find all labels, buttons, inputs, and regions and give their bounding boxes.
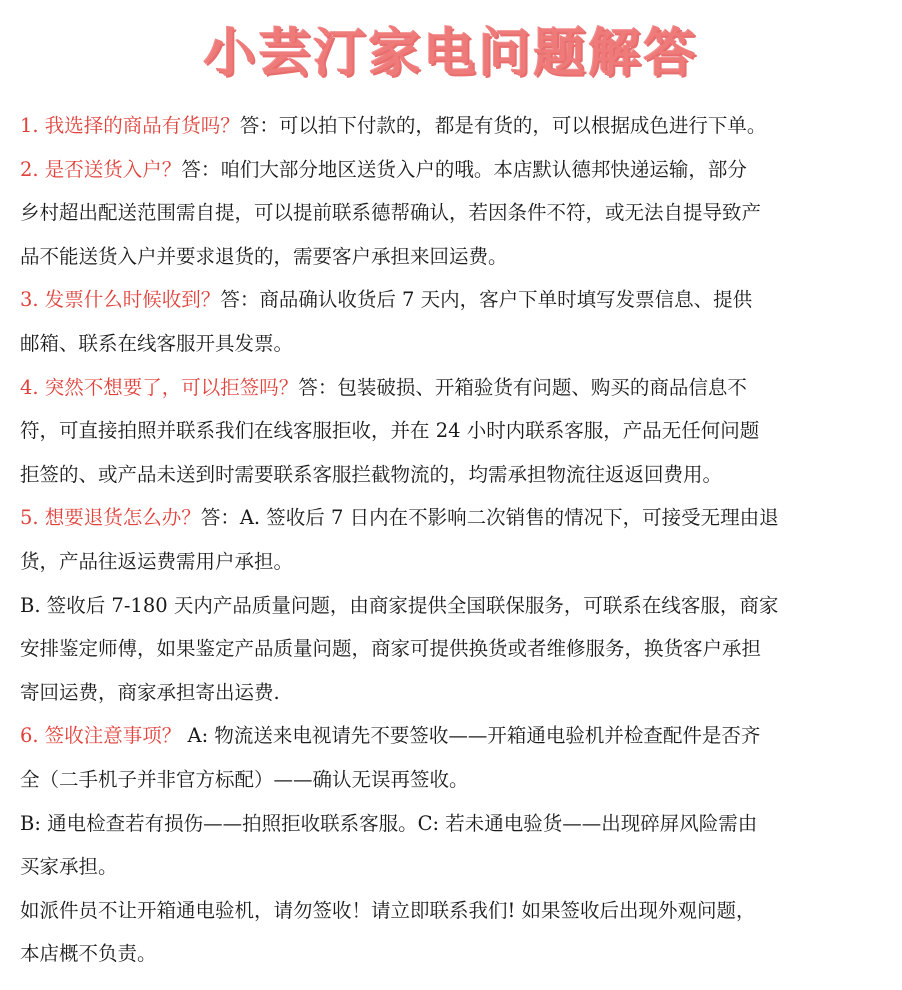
text-line: 安排鉴定师傅，如果鉴定产品质量问题，商家可提供换货或者维修服务，换货客户承担 xyxy=(20,637,762,661)
text-line: B. 签收后 7-180 天内产品质量问题，由商家提供全国联保服务，可联系在线客服，商家 xyxy=(20,593,779,617)
answer-text: 答：包装破损、开箱验货有问题、购买的商品信息不 xyxy=(298,375,747,399)
text-line: 本店概不负责。 xyxy=(20,942,157,966)
answer-text: 答：A. 签收后 7 日内在不影响二次销售的情况下，可接受无理由退 xyxy=(200,506,779,530)
question-label: 1. 我选择的商品有货吗？ xyxy=(20,114,240,137)
answer-text: 答：商品确认收货后 7 天内，客户下单时填写发票信息、提供 xyxy=(220,288,753,312)
faq-item-1 xyxy=(20,104,882,148)
text-line: 如派件员不让开箱通电验机，请勿签收！请立即联系我们! 如果签收后出现外观问题， xyxy=(20,898,756,922)
answer-text: 答：咱们大部分地区送货入户的哦。本店默认德邦快递运输，部分 xyxy=(181,157,747,181)
text-line xyxy=(20,496,882,540)
page-title: 小芸汀家电问题解答 xyxy=(203,24,699,84)
faq-item-3 xyxy=(20,278,882,365)
faq-content xyxy=(20,104,882,976)
text-line xyxy=(20,714,882,758)
faq-item-4 xyxy=(20,366,882,497)
faq-item-6 xyxy=(20,714,882,976)
question-label: 2. 是否送货入户？ xyxy=(20,157,182,181)
text-line: 邮箱、联系在线客服开具发票。 xyxy=(20,331,294,355)
question-label: 4. 突然不想要了，可以拒签吗？ xyxy=(20,375,299,399)
text-line: 乡村超出配送范围需自提，可以提前联系德帮确认，若因条件不符，或无法自提导致产 xyxy=(20,201,762,225)
question-label: 3. 发票什么时候收到？ xyxy=(20,288,221,312)
text-line xyxy=(20,366,882,410)
question-label: 5. 想要退货怎么办？ xyxy=(20,506,201,530)
faq-item-5 xyxy=(20,496,882,714)
answer-text: 答：可以拍下付款的，都是有货的，可以根据成色进行下单。 xyxy=(239,114,767,137)
question-label: 6. 签收注意事项？ xyxy=(20,724,182,748)
text-line xyxy=(20,104,882,148)
faq-item-2 xyxy=(20,148,882,279)
text-line: 全（二手机子并非官方标配）——确认无误再签收。 xyxy=(20,767,469,791)
text-line: 符，可直接拍照并联系我们在线客服拒收，并在 24 小时内联系客服，产品无任何问题 xyxy=(20,419,760,443)
text-line: 寄回运费，商家承担寄出运费. xyxy=(20,680,280,704)
text-line: 拒签的、或产品未送到时需要联系客服拦截物流的，均需承担物流往返返回费用。 xyxy=(20,462,723,486)
answer-text: A: 物流送来电视请先不要签收——开箱通电验机并检查配件是否齐 xyxy=(181,724,761,748)
text-line: 品不能送货入户并要求退货的，需要客户承担来回运费。 xyxy=(20,244,508,268)
text-line: 买家承担。 xyxy=(20,855,118,879)
text-line xyxy=(20,148,882,192)
text-line: 货，产品往返运费需用户承担。 xyxy=(20,549,294,573)
text-line: B: 通电检查若有损伤——拍照拒收联系客服。C: 若未通电验货——出现碎屏风险需由 xyxy=(20,811,758,835)
text-line xyxy=(20,278,882,322)
